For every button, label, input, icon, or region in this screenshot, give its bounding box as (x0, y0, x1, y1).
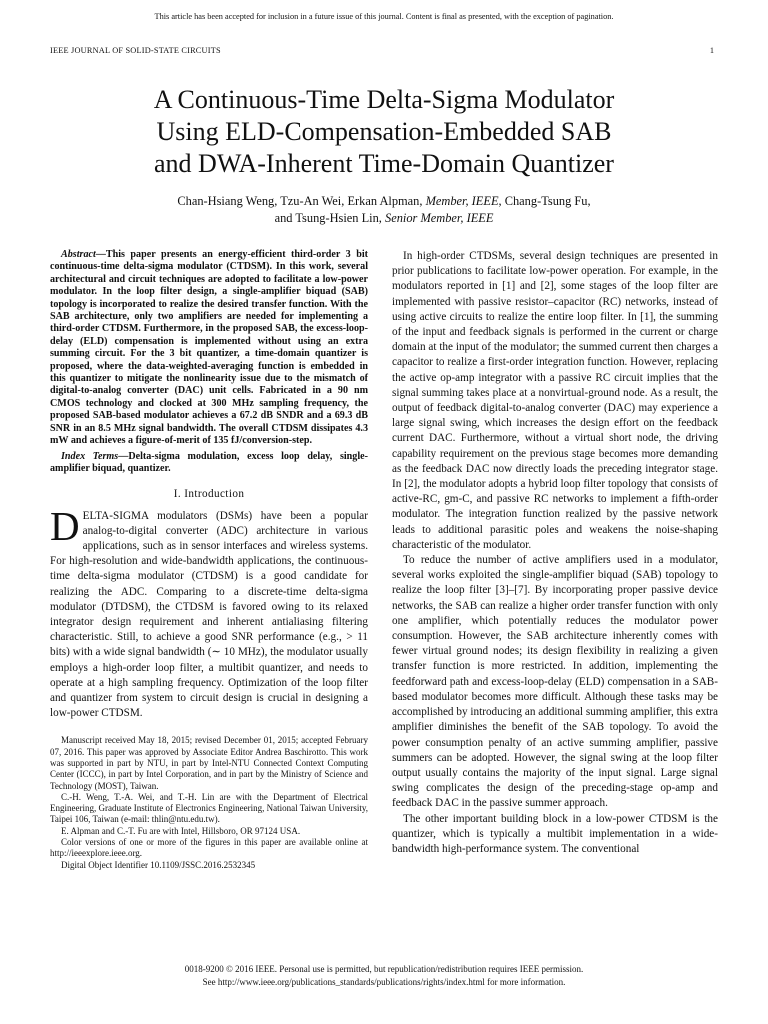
title-line: A Continuous-Time Delta-Sigma Modulator (153, 85, 615, 114)
index-terms (50, 451, 368, 476)
authors-text: and Tsung-Hsien Lin, (274, 211, 382, 225)
footnote: E. Alpman and C.-T. Fu are with Intel, Hillsboro, OR 97124 USA. (61, 825, 301, 836)
intro-text: modulators (DSMs) have been a popular analog-to-digital converter (ADC) architecture in various applications, such as in sensor interfaces and wireless systems. For high-resolution and wide-bandwidth applications, the continuous-time delta-sigma modulator (CTDSM) is a good candidate for realizing the ADC. Comparing to a discrete-time delta-sigma modulator (DTDSM), the CTDSM is favored owing to its relaxed integrator design requirement and inherent antialiasing filtering characteristic. Still, to achieve a good SNR performance (e.g., > 11 bits) with a wide signal bandwidth (∼ 10 MHz), the modulator usually employs a high-order loop filter, a multibit quantizer, and needs to operate at a high sampling frequency. Optimization of the loop filter and quantizer from system to circuit design is crucial in designing a low-power CTDSM. (50, 509, 368, 720)
copyright-footer (0, 963, 768, 988)
intro-first-word: ELTA-SIGMA (82, 509, 149, 522)
running-head: IEEE JOURNAL OF SOLID-STATE CIRCUITS (50, 46, 221, 55)
body-paragraph: In high-order CTDSMs, several design techniques are presented in prior publications to facilitate low-power operation. For example, in the modulators reported in [1] and [2], some stages of the loop filter are implemented with passive resistor–capacitor (RC) networks, instead of using active circuits to realize the entire loop filter. In [1], the summing of the input and feedback signals is performed in the current or charge domain at the input of the modulator; the summed current then charges a capacitor to realize a first-order integration function. However, replacing the active op-amp integrator with a passive RC circuit implies that the signal summing takes place at a nonvirtual-ground node. As a result, the output of feedback digital-to-analog converter (DAC) may experience a large signal swing, which increases the design effort on the feedback current DAC. Furthermore, without a virtual short node, the driving capability requirement on the previous stage becomes more demanding as the feedback DAC now directly loads the preceding integrator stage. In [2], the modulator adopts a hybrid loop filter topology that consists of active-RC, gm-C, and passive RC networks to implement a fifth-order modulator. The integration function realized by the passive network leads to additional parasitic poles and weakens the noise-shaping characteristic of the modulator. (392, 250, 718, 551)
page-number: 1 (709, 46, 714, 55)
body-paragraph: The other important building block in a low-power CTDSM is the quantizer, which is typically a multibit implementation in a wide-bandwidth high-performance system. The conventional (392, 812, 718, 855)
author-membership: Senior Member, IEEE (385, 211, 494, 225)
title-line: and DWA-Inherent Time-Domain Quantizer (154, 149, 614, 178)
index-terms-label: Index Terms (61, 450, 119, 462)
body-paragraph: To reduce the number of active amplifiers used in a modulator, several works exploited the single-amplifier biquad (SAB) topology to realize the loop filter [3]–[7]. By incorporating proper passive device networks, the SAB can realize a higher order transfer function with only one amplifier, which potentially reduces the modulator power consumption. However, the SAB architecture inherently comes with fewer virtual ground nodes; its design flexibility in realizing a given transfer function is more restricted. In addition, implementing the feedforward path and excess-loop-delay (ELD) compensation in a SAB-based modulator becomes more difficult. Although these tasks may be accomplished by introducing an additional summing amplifier, this extra amplifier diminishes the benefit of the SAB topology. To avoid the power consumption penalty of an active summing amplifier, passive summers can be adopted. However, the signal swing at the loop filter output usually contains the majority of the input signal. Large signal swing complicates the design of the preceding-stage op-amp and feedback DAC in the passive summer approach. (392, 554, 718, 810)
abstract-text: —This paper presents an energy-efficient third-order 3 bit continuous-time delta-sigma modulator (CTDSM). In this work, several architectural and circuit techniques are adopted to facilitate a low-power modulator. In the loop filter design, a single-amplifier biquad (SAB) topology is incorporated to realize the desired transfer function. With the SAB architecture, only two amplifiers are needed for implementing a third-order CTDSM. Furthermore, in the proposed SAB, the excess-loop-delay (ELD) compensation is implemented without using an extra summing circuit. For the 3 bit quantizer, a time-domain quantizer is proposed, where the data-weighted-averaging function is embedded in this quantizer to mitigate the nonlinearity issue due to the mismatch of digital-to-analog converter (DAC) unit cells. Fabricated in a 90 nm CMOS technology and clocked at 300 MHz sampling frequency, the proposed SAB-based modulator achieves a 67.2 dB SNDR and a 69.3 dB SNR in an 8.5 MHz signal bandwidth. The overall CTDSM dissipates 4.3 mW and achieves a figure-of-merit of 135 fJ/conversion-step. (50, 249, 368, 447)
abstract (50, 249, 368, 448)
section-heading: I. Introduction (173, 488, 245, 501)
footer-line: See http://www.ieee.org/publications_standards/publications/rights/index.html for more information. (202, 976, 566, 987)
author-list (50, 193, 718, 227)
right-column (392, 249, 718, 857)
abstract-label: Abstract (61, 249, 96, 260)
acceptance-notice: This article has been accepted for inclusion in a future issue of this journal. Content is final as presented, with the exception of pagination. (154, 12, 614, 21)
intro-paragraph (50, 502, 368, 722)
author-membership: Member, IEEE (425, 194, 499, 208)
left-column (50, 249, 368, 871)
footnotes (50, 735, 368, 871)
footer-line: 0018-9200 © 2016 IEEE. Personal use is permitted, but republication/redistribution requires IEEE permission. (184, 964, 584, 974)
footnote: C.-H. Weng, T.-A. Wei, and T.-H. Lin are with the Department of Electrical Engineering, Graduate Institute of Electronics Engineering, National Taiwan University, Taipei 106, Taiwan (e-mail: thlin@ntu.edu.tw). (50, 791, 368, 825)
authors-text: , Chang-Tsung Fu, (498, 194, 591, 208)
drop-cap: D (50, 502, 80, 549)
title-line: Using ELD-Compensation-Embedded SAB (156, 117, 612, 146)
index-terms-text: —Delta-sigma modulation, excess loop delay, single-amplifier biquad, quantizer. (50, 450, 368, 474)
footnote: Digital Object Identifier 10.1109/JSSC.2016.2532345 (61, 859, 256, 870)
footnote: Color versions of one or more of the figures in this paper are available online at http://ieeexplore.ieee.org. (50, 837, 368, 859)
footnote: Manuscript received May 18, 2015; revised December 01, 2015; accepted February 07, 2016. This paper was approved by Associate Editor Andrea Baschirotto. This work was supported in part by NTU, in part by Intel-NTU Connected Context Computing Center (ICCC), in part by Intel Corporation, and in part by the Ministry of Science and Technology (MOST), Taiwan. (50, 735, 368, 791)
paper-title (50, 84, 718, 180)
authors-text: Chan-Hsiang Weng, Tzu-An Wei, Erkan Alpman, (177, 194, 423, 208)
